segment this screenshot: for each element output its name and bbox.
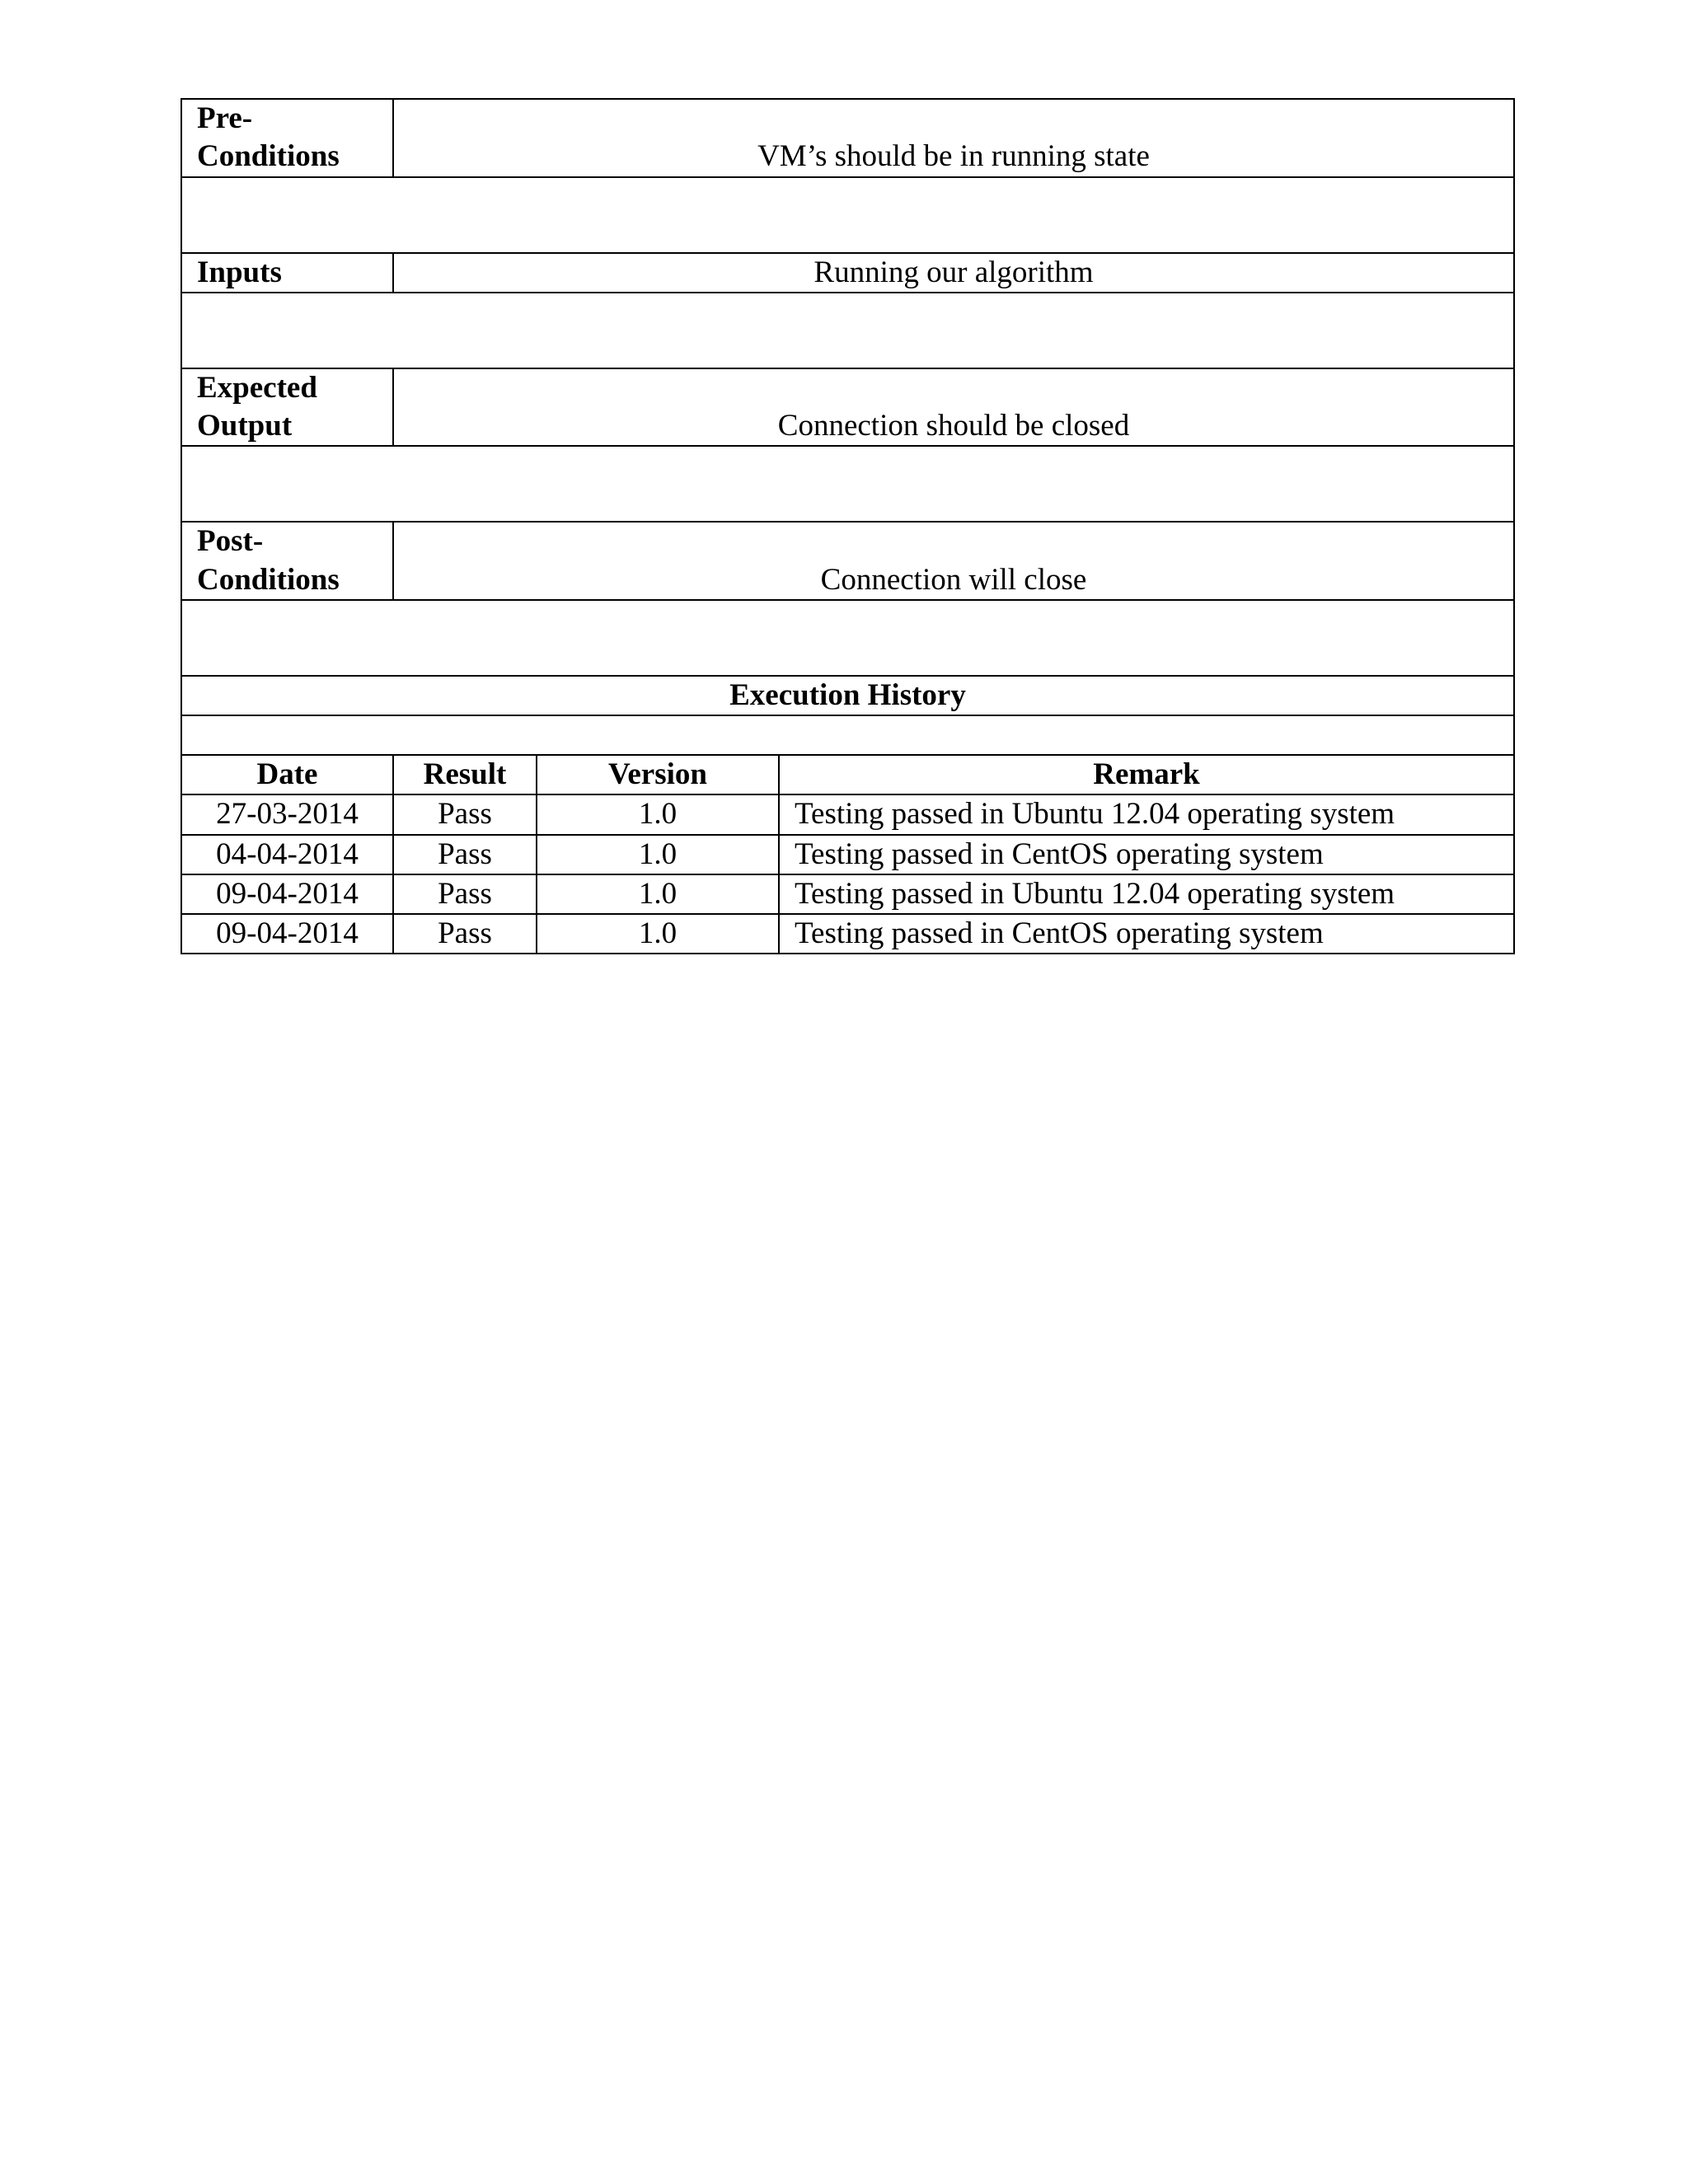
execution-history-title-row	[181, 676, 1514, 715]
post-conditions-value: Connection will close	[393, 522, 1514, 600]
history-remark-cell: Testing passed in CentOS operating system	[779, 835, 1514, 874]
history-column-date: Date	[181, 755, 393, 794]
history-version-cell: 1.0	[537, 874, 779, 914]
spacer-cell	[181, 600, 1514, 676]
pre-conditions-row	[181, 99, 1514, 177]
inputs-row	[181, 253, 1514, 293]
expected-output-label	[181, 368, 393, 447]
table-row	[181, 914, 1514, 954]
history-result-cell: Pass	[393, 914, 537, 954]
expected-output-value: Connection should be closed	[393, 368, 1514, 447]
history-version-cell: 1.0	[537, 914, 779, 954]
spacer-row	[181, 715, 1514, 755]
spacer-row	[181, 293, 1514, 368]
history-result-cell: Pass	[393, 874, 537, 914]
inputs-label: Inputs	[181, 253, 393, 293]
pre-conditions-label	[181, 99, 393, 177]
spacer-row	[181, 177, 1514, 253]
pre-conditions-label-line1: Pre-	[197, 101, 253, 135]
spacer-cell	[181, 177, 1514, 253]
expected-output-row	[181, 368, 1514, 447]
history-version-cell: 1.0	[537, 794, 779, 834]
execution-history-title: Execution History	[181, 676, 1514, 715]
history-date-cell: 09-04-2014	[181, 874, 393, 914]
spacer-cell	[181, 293, 1514, 368]
history-result-cell: Pass	[393, 835, 537, 874]
history-date-cell: 09-04-2014	[181, 914, 393, 954]
history-remark-cell: Testing passed in CentOS operating system	[779, 914, 1514, 954]
post-conditions-label-line2: Conditions	[197, 562, 340, 597]
pre-conditions-value: VM’s should be in running state	[393, 99, 1514, 177]
pre-conditions-label-line2: Conditions	[197, 139, 340, 174]
history-version-cell: 1.0	[537, 835, 779, 874]
test-case-table	[181, 98, 1515, 954]
history-column-version: Version	[537, 755, 779, 794]
history-header-row	[181, 755, 1514, 794]
history-result-cell: Pass	[393, 794, 537, 834]
spacer-row	[181, 446, 1514, 522]
table-row	[181, 794, 1514, 834]
history-column-result: Result	[393, 755, 537, 794]
spacer-row	[181, 600, 1514, 676]
table-row	[181, 835, 1514, 874]
spacer-cell	[181, 715, 1514, 755]
expected-output-label-line1: Expected	[197, 370, 317, 405]
history-date-cell: 27-03-2014	[181, 794, 393, 834]
history-column-remark: Remark	[779, 755, 1514, 794]
history-date-cell: 04-04-2014	[181, 835, 393, 874]
history-remark-cell: Testing passed in Ubuntu 12.04 operating system	[779, 874, 1514, 914]
post-conditions-label	[181, 522, 393, 600]
history-remark-cell: Testing passed in Ubuntu 12.04 operating system	[779, 794, 1514, 834]
expected-output-label-line2: Output	[197, 409, 293, 443]
inputs-value: Running our algorithm	[393, 253, 1514, 293]
post-conditions-label-line1: Post-	[197, 524, 264, 559]
post-conditions-row	[181, 522, 1514, 600]
spacer-cell	[181, 446, 1514, 522]
table-row	[181, 874, 1514, 914]
